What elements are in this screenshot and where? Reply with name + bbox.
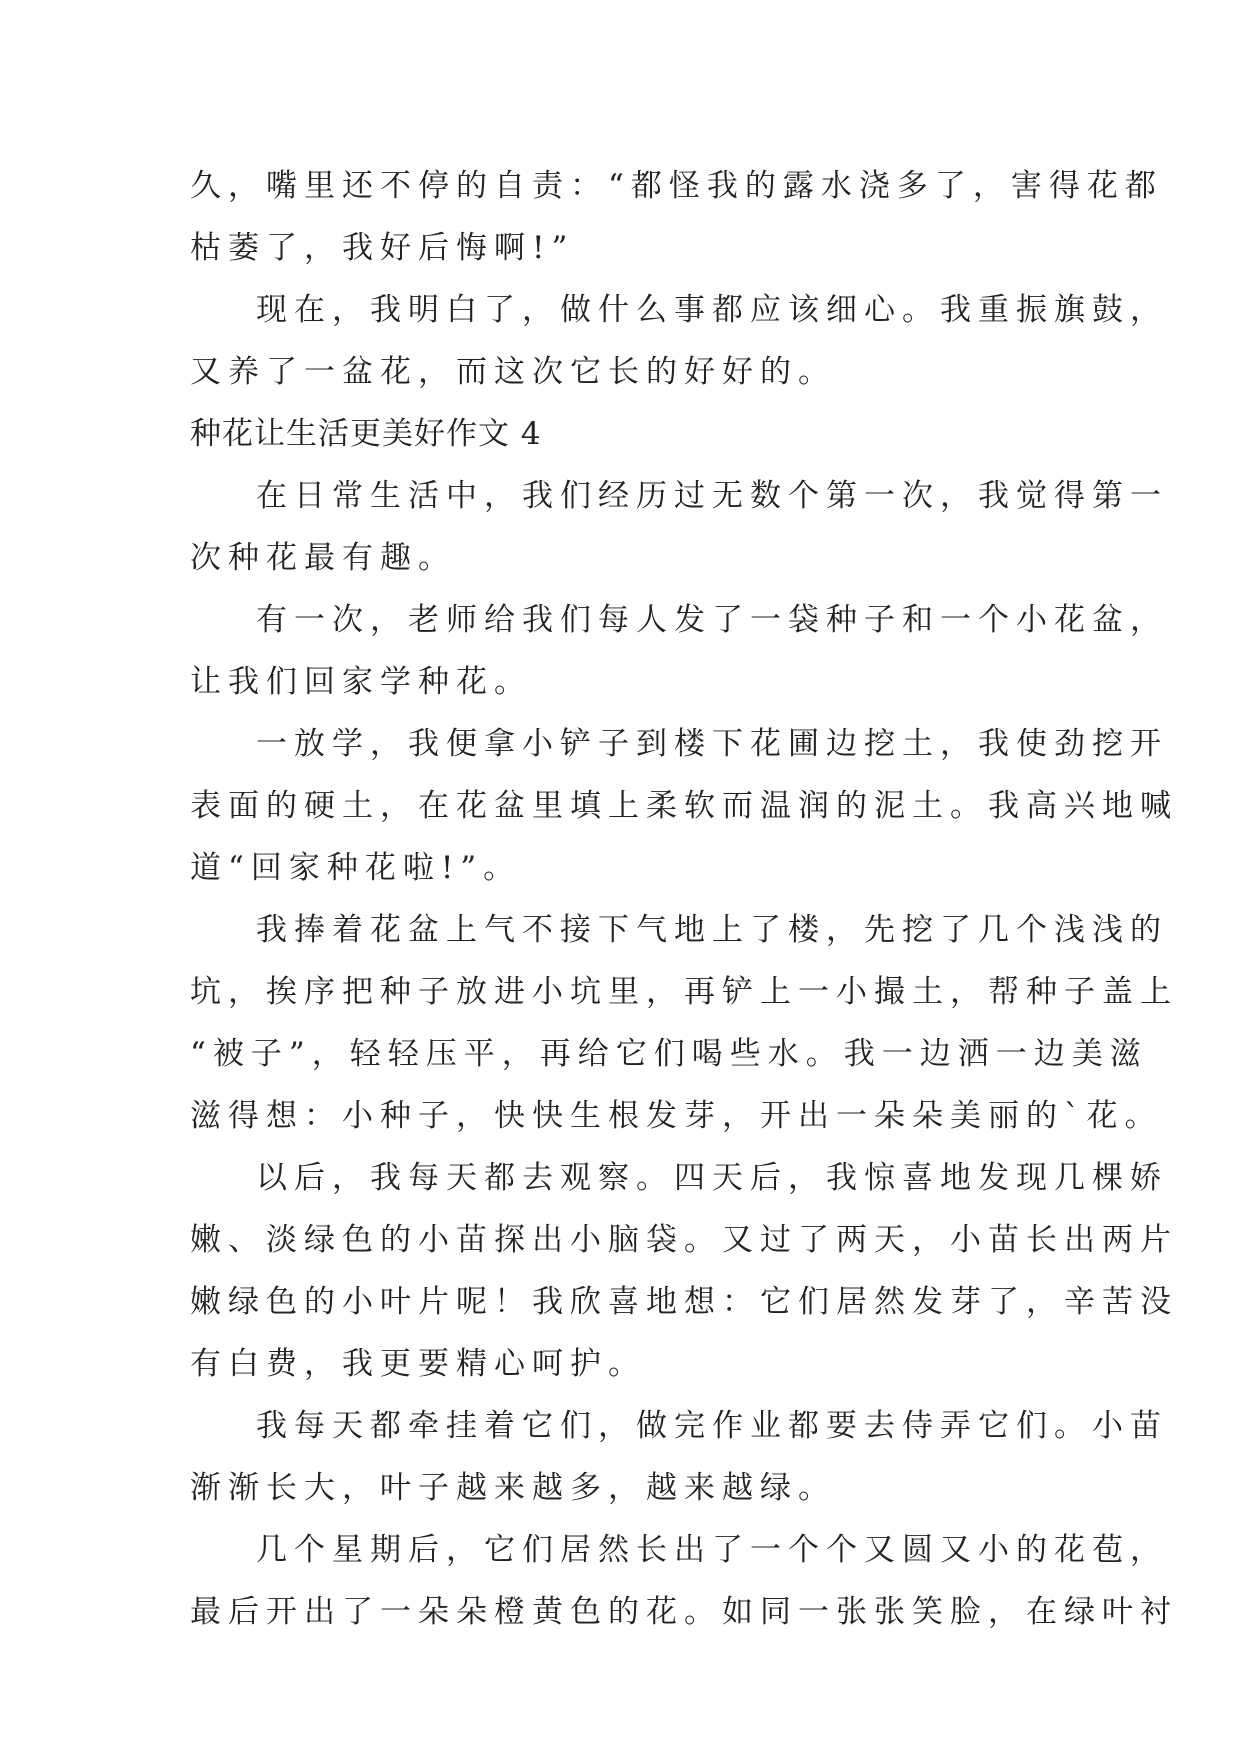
text-line: “被子”，轻轻压平，再给它们喝些水。我一边洒一边美滋 xyxy=(190,1036,1148,1072)
text-line: 最后开出了一朵朵橙黄色的花。如同一张张笑脸，在绿叶衬 xyxy=(190,1594,1178,1630)
section-heading: 种花让生活更美好作文 4 xyxy=(190,416,542,452)
paragraph-start-line: 我捧着花盆上气不接下气地上了楼，先挖了几个浅浅的 xyxy=(256,912,1168,948)
text-line: 嫩绿色的小叶片呢！我欣喜地想：它们居然发芽了，辛苦没 xyxy=(190,1284,1178,1320)
text-line: 渐渐长大，叶子越来越多，越来越绿。 xyxy=(190,1470,836,1506)
text-line: 又养了一盆花，而这次它长的好好的。 xyxy=(190,354,836,390)
text-line: 久，嘴里还不停的自责：“都怪我的露水浇多了，害得花都 xyxy=(190,168,1163,204)
text-line: 嫩、淡绿色的小苗探出小脑袋。又过了两天，小苗长出两片 xyxy=(190,1222,1178,1258)
text-line: 次种花最有趣。 xyxy=(190,540,456,576)
text-line: 表面的硬土，在花盆里填上柔软而温润的泥土。我高兴地喊 xyxy=(190,788,1178,824)
paragraph-start-line: 几个星期后，它们居然长出了一个个又圆又小的花苞， xyxy=(256,1532,1168,1568)
paragraph-start-line: 有一次，老师给我们每人发了一袋种子和一个小花盆， xyxy=(256,602,1168,638)
essay-text xyxy=(190,155,1178,1643)
text-line: 枯萎了，我好后悔啊!” xyxy=(190,230,575,266)
paragraph-start-line: 在日常生活中，我们经历过无数个第一次，我觉得第一 xyxy=(256,478,1168,514)
text-line: 滋得想：小种子，快快生根发芽，开出一朵朵美丽的`花。 xyxy=(190,1098,1163,1134)
paragraph-start-line: 我每天都牵挂着它们，做完作业都要去侍弄它们。小苗 xyxy=(256,1408,1168,1444)
paragraph-start-line: 以后，我每天都去观察。四天后，我惊喜地发现几棵娇 xyxy=(256,1160,1168,1196)
text-line: 道“回家种花啦!”。 xyxy=(190,850,522,886)
text-line: 坑，挨序把种子放进小坑里，再铲上一小撮土，帮种子盖上 xyxy=(190,974,1178,1010)
paragraph-start-line: 现在，我明白了，做什么事都应该细心。我重振旗鼓， xyxy=(256,292,1168,328)
text-line: 有白费，我更要精心呵护。 xyxy=(190,1346,646,1382)
text-line: 让我们回家学种花。 xyxy=(190,664,532,700)
paragraph-start-line: 一放学，我便拿小铲子到楼下花圃边挖土，我使劲挖开 xyxy=(256,726,1168,762)
